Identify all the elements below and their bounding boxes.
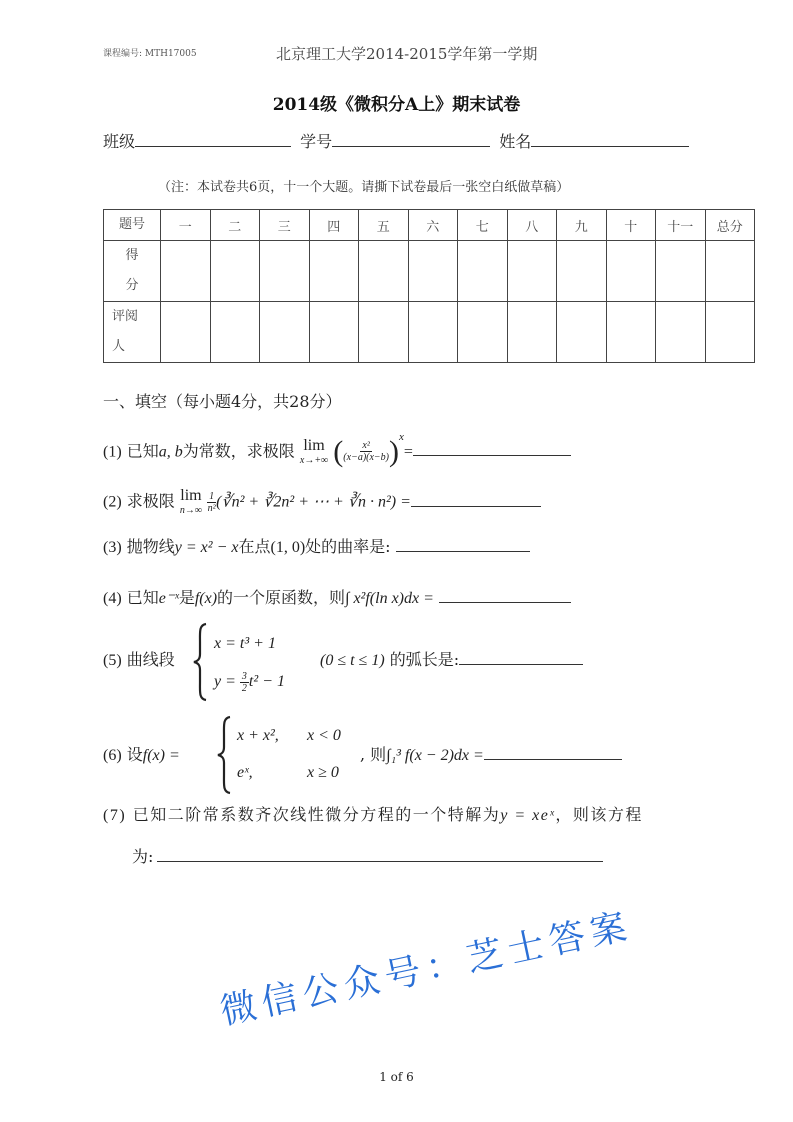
header-cell: 十 bbox=[606, 210, 656, 241]
answer-blank[interactable] bbox=[413, 454, 571, 456]
math: y = xeˣ bbox=[500, 807, 556, 824]
text: 已知 bbox=[126, 441, 159, 461]
grader-row-label bbox=[104, 302, 161, 363]
grader-cell[interactable] bbox=[557, 302, 607, 363]
lim: lim bbox=[180, 487, 202, 504]
header-cell: 六 bbox=[408, 210, 458, 241]
denominator: 2 bbox=[241, 683, 247, 694]
page-number: 1 of 6 bbox=[379, 1070, 414, 1084]
problem-2 bbox=[103, 488, 541, 516]
grader-cell[interactable] bbox=[260, 302, 310, 363]
text: 求极限 bbox=[126, 491, 175, 511]
text: 曲线段 bbox=[126, 650, 175, 669]
problem-number: (5) bbox=[103, 652, 122, 669]
left-brace bbox=[192, 622, 208, 702]
score-cell[interactable] bbox=[458, 241, 508, 302]
score-cell[interactable] bbox=[359, 241, 409, 302]
text: 处的曲率是: bbox=[305, 537, 391, 556]
text: 是 bbox=[178, 588, 195, 607]
course-code: 课程编号: MTH17005 bbox=[103, 49, 197, 59]
watermark: 微信公众号：芝士答案 bbox=[216, 905, 637, 1033]
fraction bbox=[343, 440, 389, 463]
fraction bbox=[240, 671, 249, 694]
grader-cell[interactable] bbox=[309, 302, 359, 363]
score-cell[interactable] bbox=[705, 241, 755, 302]
numerator: 3 bbox=[241, 671, 247, 682]
answer-blank[interactable] bbox=[411, 505, 541, 507]
problem-4 bbox=[103, 588, 571, 609]
semester-header: 北京理工大学2014-2015学年第一学期 bbox=[276, 45, 538, 63]
problem-7 bbox=[103, 805, 643, 826]
header-cell: 四 bbox=[309, 210, 359, 241]
score-cell[interactable] bbox=[210, 241, 260, 302]
math: (∛n² + ∛2n² + ⋯ + ∛n · n²) = bbox=[216, 493, 411, 511]
score-cell[interactable] bbox=[260, 241, 310, 302]
denominator: n² bbox=[207, 502, 216, 514]
case-cond: x ≥ 0 bbox=[307, 764, 339, 781]
exam-note: （注：本试卷共6页，十一个大题。请撕下试卷最后一张空白纸做草稿） bbox=[158, 180, 570, 195]
grader-cell[interactable] bbox=[606, 302, 656, 363]
fraction bbox=[207, 491, 216, 514]
score-cell[interactable] bbox=[606, 241, 656, 302]
problem-7-cont bbox=[132, 847, 603, 867]
label-part: 人 bbox=[112, 339, 126, 354]
lim: lim bbox=[303, 436, 325, 454]
header-cell: 五 bbox=[359, 210, 409, 241]
score-row-label bbox=[104, 241, 161, 302]
equation: x = t³ + 1 bbox=[214, 635, 276, 652]
text: 的弧长是: bbox=[389, 650, 460, 669]
problem-5-label bbox=[103, 650, 175, 671]
numerator: 1 bbox=[209, 490, 215, 502]
score-cell[interactable] bbox=[656, 241, 706, 302]
paren: ) bbox=[389, 434, 399, 468]
problem-6-label bbox=[103, 745, 180, 766]
grader-cell[interactable] bbox=[210, 302, 260, 363]
grader-cell[interactable] bbox=[458, 302, 508, 363]
math: f(x) = bbox=[142, 747, 180, 764]
answer-blank[interactable] bbox=[484, 758, 622, 760]
equation bbox=[214, 671, 285, 694]
math: y = x² − x bbox=[174, 539, 239, 556]
grader-cell[interactable] bbox=[161, 302, 211, 363]
problem-number: (7) bbox=[103, 807, 127, 824]
score-table-header bbox=[104, 210, 755, 241]
problem-number: (4) bbox=[103, 590, 122, 607]
label-part: 得 bbox=[125, 248, 139, 263]
student-id-field[interactable] bbox=[332, 145, 490, 147]
paren: ( bbox=[333, 434, 344, 468]
student-id-label: 学号 bbox=[300, 132, 333, 151]
limit bbox=[180, 488, 202, 516]
score-cell[interactable] bbox=[507, 241, 557, 302]
text: 在点 bbox=[238, 537, 271, 556]
name-field[interactable] bbox=[531, 145, 689, 147]
math: a, b bbox=[158, 443, 183, 461]
student-info-row bbox=[103, 132, 689, 152]
problem-number: (6) bbox=[103, 747, 122, 764]
problem-number: (3) bbox=[103, 539, 122, 556]
name-label: 姓名 bbox=[499, 132, 532, 151]
exam-title: 2014级《微积分A上》期末试卷 bbox=[272, 95, 521, 115]
problem-3 bbox=[103, 537, 530, 558]
class-label: 班级 bbox=[103, 132, 136, 151]
grader-cell[interactable] bbox=[507, 302, 557, 363]
score-row bbox=[104, 241, 755, 302]
grader-cell[interactable] bbox=[656, 302, 706, 363]
answer-blank[interactable] bbox=[439, 601, 571, 603]
score-cell[interactable] bbox=[309, 241, 359, 302]
math: (0 ≤ t ≤ 1) bbox=[320, 652, 385, 669]
denominator: (x−a)(x−b) bbox=[343, 452, 389, 464]
score-cell[interactable] bbox=[408, 241, 458, 302]
math: t² − 1 bbox=[248, 673, 285, 691]
score-cell[interactable] bbox=[557, 241, 607, 302]
answer-blank[interactable] bbox=[396, 550, 530, 552]
header-cell: 八 bbox=[507, 210, 557, 241]
header-cell: 二 bbox=[210, 210, 260, 241]
lim-sub: n→∞ bbox=[179, 505, 202, 516]
math: y = bbox=[214, 673, 240, 691]
score-cell[interactable] bbox=[161, 241, 211, 302]
label-part: 分 bbox=[125, 278, 139, 293]
header-cell: 十一 bbox=[656, 210, 706, 241]
text: ，则该方程 bbox=[555, 805, 643, 824]
numerator: x² bbox=[362, 440, 370, 452]
case-expr: eˣ, bbox=[237, 764, 253, 781]
problem-5-rest bbox=[320, 650, 583, 671]
header-cell: 三 bbox=[260, 210, 310, 241]
text: 设 bbox=[126, 745, 143, 764]
left-brace bbox=[216, 715, 232, 795]
class-field[interactable] bbox=[135, 145, 291, 147]
header-cell: 七 bbox=[458, 210, 508, 241]
math: ∫₁³ f(x − 2)dx = bbox=[386, 747, 484, 764]
text: 已知二阶常系数齐次线性微分方程的一个特解为 bbox=[132, 805, 501, 824]
lim-sub: x→+∞ bbox=[299, 454, 329, 466]
text: 已知 bbox=[126, 588, 159, 607]
section-heading: 一、填空（每小题4分，共28分） bbox=[103, 392, 342, 411]
grader-row bbox=[104, 302, 755, 363]
header-cell: 一 bbox=[161, 210, 211, 241]
text: 为: bbox=[132, 847, 154, 866]
grader-cell[interactable] bbox=[359, 302, 409, 363]
math: f(x) bbox=[194, 590, 218, 607]
problem-6-rest bbox=[360, 745, 622, 766]
score-table bbox=[103, 209, 755, 363]
math: (1, 0) bbox=[270, 539, 306, 556]
math: e⁻ˣ bbox=[158, 590, 179, 607]
exponent: x bbox=[399, 431, 404, 443]
answer-blank[interactable] bbox=[459, 663, 583, 665]
case-cond: x < 0 bbox=[307, 727, 341, 744]
answer-blank[interactable] bbox=[157, 860, 603, 862]
text: 的一个原函数，则 bbox=[217, 588, 346, 607]
label-part: 评阅 bbox=[112, 309, 139, 324]
header-cell: 九 bbox=[557, 210, 607, 241]
text: , 则 bbox=[360, 745, 387, 764]
grader-cell[interactable] bbox=[408, 302, 458, 363]
case-expr: x + x², bbox=[237, 727, 279, 744]
problem-number: (1) bbox=[103, 443, 122, 461]
math: ∫ x²f(ln x)dx = bbox=[345, 590, 434, 607]
text: 为常数，求极限 bbox=[182, 441, 295, 461]
problem-1 bbox=[103, 431, 571, 468]
equals: = bbox=[403, 443, 413, 461]
problem-number: (2) bbox=[103, 493, 122, 511]
header-cell: 总分 bbox=[705, 210, 755, 241]
text: 抛物线 bbox=[126, 537, 175, 556]
header-cell: 题号 bbox=[104, 210, 161, 241]
grader-cell[interactable] bbox=[705, 302, 755, 363]
limit bbox=[300, 438, 328, 466]
